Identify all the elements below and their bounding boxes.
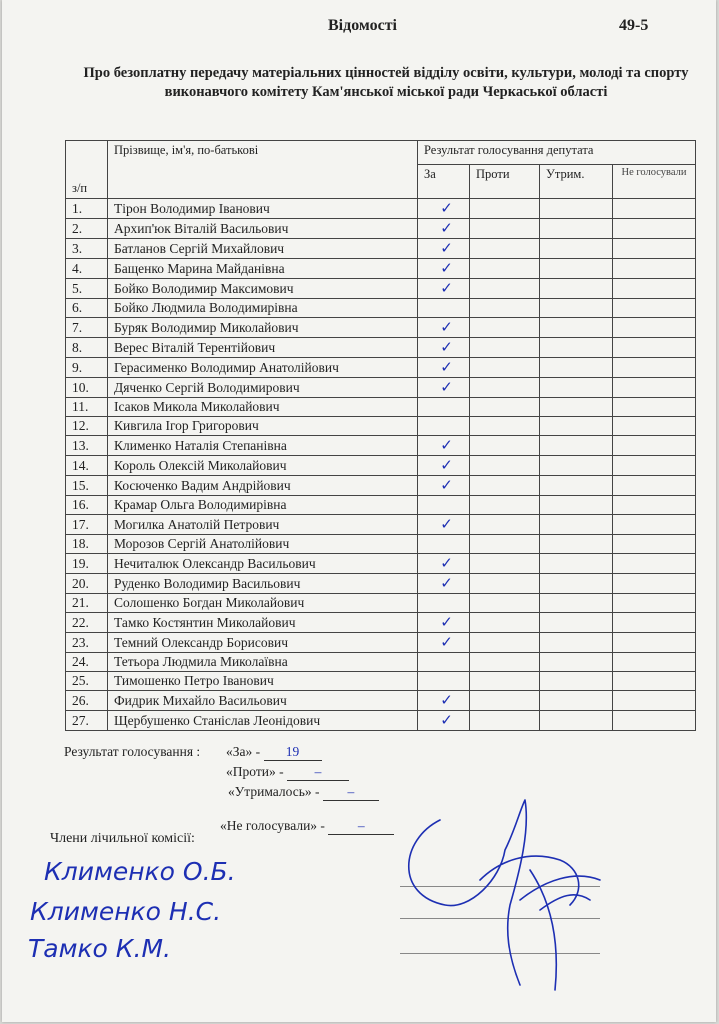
row-num: 6. [66, 299, 108, 318]
row-vote-za: ✓ [418, 338, 470, 358]
row-name: Крамар Ольга Володимирівна [108, 496, 418, 515]
row-vote-za: ✓ [418, 515, 470, 535]
summary-ne: «Не голосували» - – [220, 818, 394, 835]
row-num: 19. [66, 554, 108, 574]
header-result: Результат голосування депутата [418, 141, 696, 165]
row-num: 13. [66, 436, 108, 456]
document-code: 49-5 [619, 17, 649, 34]
row-vote-za: ✓ [418, 691, 470, 711]
row-vote-za: ✓ [418, 219, 470, 239]
row-name: Архип'юк Віталій Васильович [108, 219, 418, 239]
header-utrym: Утрим. [540, 165, 613, 199]
row-name: Батланов Сергій Михайлович [108, 239, 418, 259]
summary-utrym: «Утрималось» - – [228, 784, 379, 801]
row-vote-za: ✓ [418, 378, 470, 398]
header-za: За [418, 165, 470, 199]
header-num: з/п [66, 141, 108, 199]
signature-chair [409, 800, 600, 990]
row-num: 27. [66, 711, 108, 731]
row-name: Буряк Володимир Миколайович [108, 318, 418, 338]
row-name: Косюченко Вадим Андрійович [108, 476, 418, 496]
row-num: 26. [66, 691, 108, 711]
row-num: 8. [66, 338, 108, 358]
row-name: Нечиталюк Олександр Васильович [108, 554, 418, 574]
proty-count: – [287, 764, 349, 781]
row-vote-za: ✓ [418, 711, 470, 731]
row-name: Кивгила Ігор Григорович [108, 417, 418, 436]
summary-za: «За» - 19 [226, 744, 322, 761]
row-name: Темний Олександр Борисович [108, 633, 418, 653]
row-name: Тетьора Людмила Миколаївна [108, 653, 418, 672]
row-vote-za: ✓ [418, 476, 470, 496]
row-name: Щербушенко Станіслав Леонідович [108, 711, 418, 731]
row-vote-za: ✓ [418, 318, 470, 338]
row-name: Бойко Володимир Максимович [108, 279, 418, 299]
row-name: Дяченко Сергій Володимирович [108, 378, 418, 398]
row-num: 18. [66, 535, 108, 554]
row-num: 24. [66, 653, 108, 672]
row-num: 23. [66, 633, 108, 653]
row-name: Верес Віталій Терентійович [108, 338, 418, 358]
row-name: Могилка Анатолій Петрович [108, 515, 418, 535]
row-num: 2. [66, 219, 108, 239]
row-num: 1. [66, 199, 108, 219]
row-num: 14. [66, 456, 108, 476]
row-name: Тамко Костянтин Миколайович [108, 613, 418, 633]
row-vote-za: ✓ [418, 358, 470, 378]
row-num: 7. [66, 318, 108, 338]
row-vote-za: ✓ [418, 456, 470, 476]
row-name: Клименко Наталія Степанівна [108, 436, 418, 456]
row-vote-za: ✓ [418, 633, 470, 653]
header-proty: Проти [470, 165, 540, 199]
row-num: 9. [66, 358, 108, 378]
ne-count: – [328, 818, 394, 835]
row-name: Тірон Володимир Іванович [108, 199, 418, 219]
row-num: 5. [66, 279, 108, 299]
row-name: Солошенко Богдан Миколайович [108, 594, 418, 613]
row-vote-za: ✓ [418, 279, 470, 299]
row-num: 3. [66, 239, 108, 259]
utrym-count: – [323, 784, 379, 801]
row-name: Ісаков Микола Миколайович [108, 398, 418, 417]
signature-member-1: Клименко О.Б. [44, 857, 236, 886]
row-vote-za: ✓ [418, 259, 470, 279]
row-vote-za: ✓ [418, 574, 470, 594]
document-title: Відомості [328, 17, 397, 34]
row-vote-za: ✓ [418, 554, 470, 574]
row-name: Бащенко Марина Майданівна [108, 259, 418, 279]
header-ne: Не голосували [613, 165, 696, 199]
commission-label: Члени лічильної комісії: [50, 831, 195, 846]
row-name: Король Олексій Миколайович [108, 456, 418, 476]
row-num: 10. [66, 378, 108, 398]
row-vote-za: ✓ [418, 436, 470, 456]
row-num: 16. [66, 496, 108, 515]
row-num: 22. [66, 613, 108, 633]
row-num: 15. [66, 476, 108, 496]
row-name: Бойко Людмила Володимирівна [108, 299, 418, 318]
row-name: Герасименко Володимир Анатолійович [108, 358, 418, 378]
row-name: Фидрик Михайло Васильович [108, 691, 418, 711]
document-subject: Про безоплатну передачу матеріальних цінностей відділу освіти, культури, молоді та спорту виконавчого комітету Кам'янської міської ради Черкаської області [83, 65, 689, 100]
row-vote-za: ✓ [418, 199, 470, 219]
row-name: Морозов Сергій Анатолійович [108, 535, 418, 554]
row-vote-za: ✓ [418, 239, 470, 259]
signature-member-2: Клименко Н.С. [30, 897, 222, 926]
row-num: 11. [66, 398, 108, 417]
signature-member-3: Тамко К.М. [28, 934, 172, 963]
row-num: 12. [66, 417, 108, 436]
row-num: 20. [66, 574, 108, 594]
summary-label: Результат голосування : [64, 744, 201, 759]
row-num: 4. [66, 259, 108, 279]
header-name: Прізвище, ім'я, по-батькові [108, 141, 418, 199]
row-name: Руденко Володимир Васильович [108, 574, 418, 594]
row-num: 17. [66, 515, 108, 535]
row-name: Тимошенко Петро Іванович [108, 672, 418, 691]
row-num: 25. [66, 672, 108, 691]
row-num: 21. [66, 594, 108, 613]
row-vote-za: ✓ [418, 613, 470, 633]
za-count: 19 [264, 744, 322, 761]
summary-proty: «Проти» - – [226, 764, 349, 781]
